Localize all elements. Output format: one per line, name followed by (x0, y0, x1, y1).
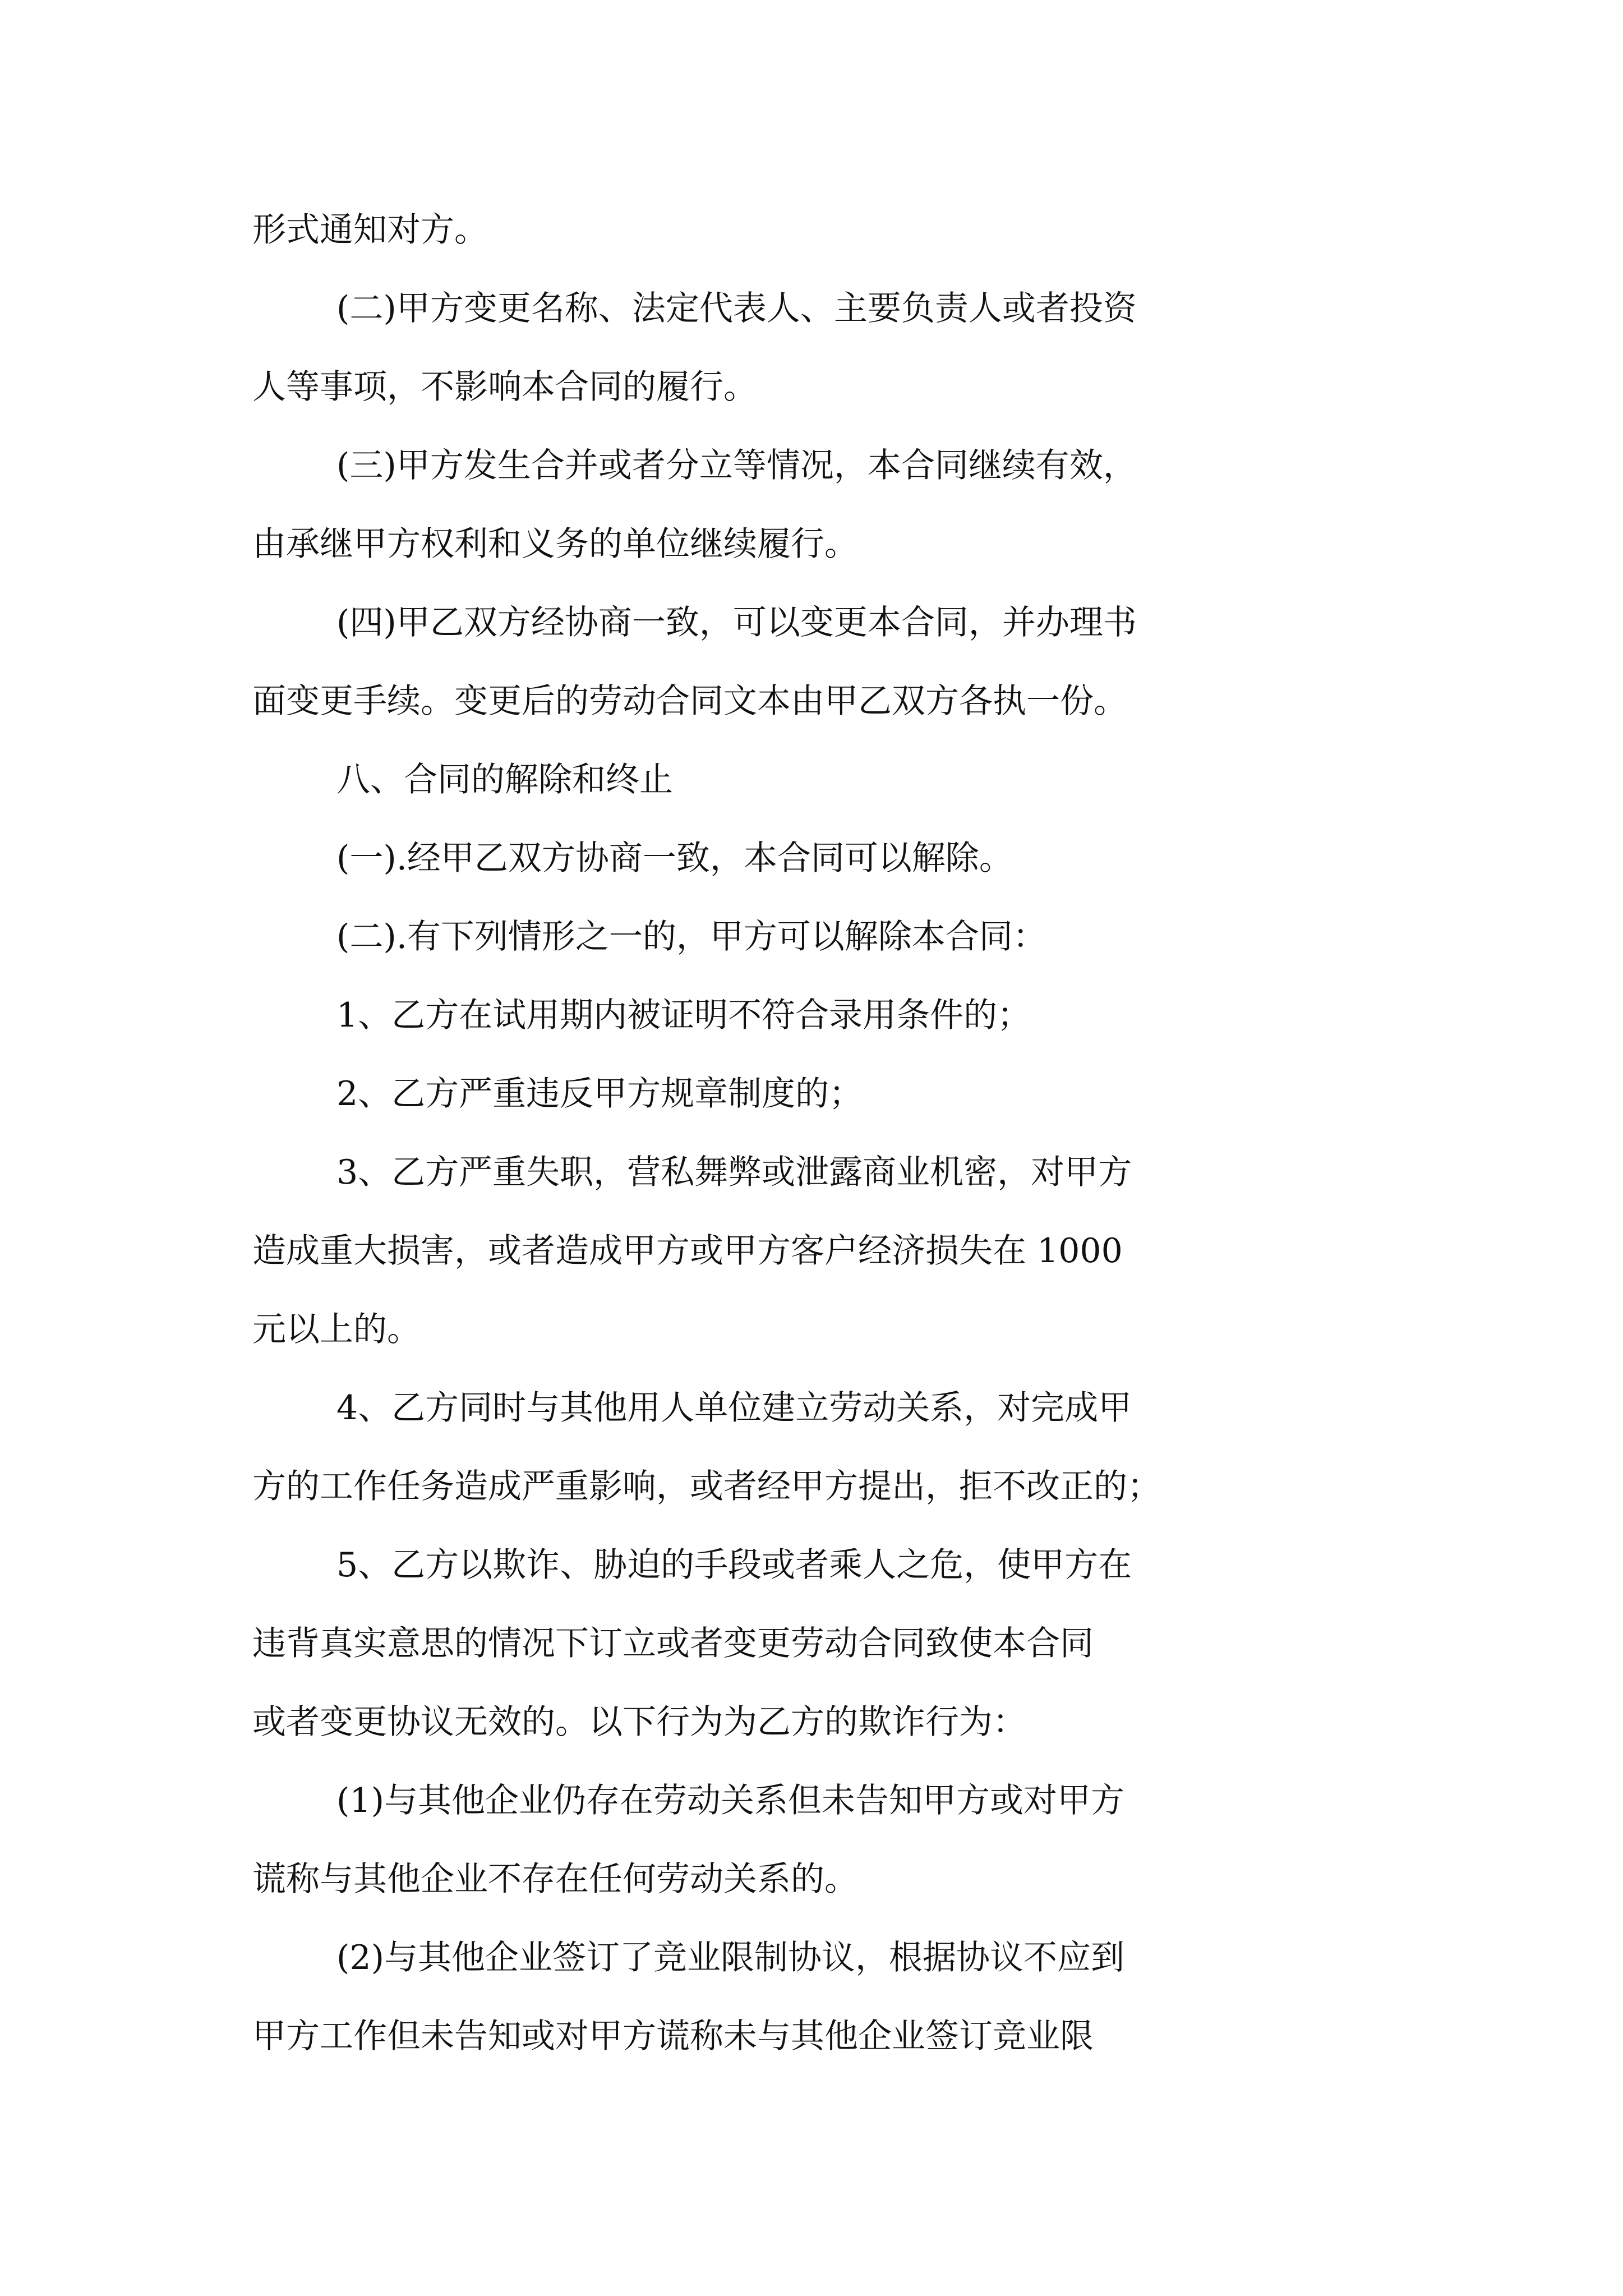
text-line: (三)甲方发生合并或者分立等情况，本合同继续有效， (336, 446, 1137, 485)
text-line: 形式通知对方。 (252, 210, 488, 250)
text-line: 造成重大损害，或者造成甲方或甲方客户经济损失在 1000 (252, 1231, 1123, 1271)
section-heading: 八、合同的解除和终止 (336, 760, 673, 799)
text-line: 或者变更协议无效的。以下行为为乙方的欺诈行为： (252, 1703, 1026, 1742)
list-item: 4、乙方同时与其他用人单位建立劳动关系，对完成甲 (336, 1388, 1132, 1428)
document-body (252, 191, 1374, 2076)
text-line: (一).经甲乙双方协商一致，本合同可以解除。 (336, 839, 1013, 878)
text-line: 面变更手续。变更后的劳动合同文本由甲乙双方各执一份。 (252, 682, 1127, 721)
sub-item: (1)与其他企业仍存在劳动关系但未告知甲方或对甲方 (336, 1781, 1124, 1820)
text-line: 元以上的。 (252, 1310, 421, 1349)
text-line: (二)甲方变更名称、法定代表人、主要负责人或者投资 (336, 289, 1137, 328)
text-line: 违背真实意思的情况下订立或者变更劳动合同致使本合同 (252, 1624, 1094, 1663)
text-line: 谎称与其他企业不存在任何劳动关系的。 (252, 1860, 858, 1899)
text-line: 甲方工作但未告知或对甲方谎称未与其他企业签订竞业限 (252, 2017, 1094, 2056)
text-line: 由承继甲方权利和义务的单位继续履行。 (252, 524, 858, 564)
text-line: (四)甲乙双方经协商一致，可以变更本合同，并办理书 (336, 603, 1137, 642)
text-line: 人等事项，不影响本合同的履行。 (252, 367, 757, 407)
list-item: 1、乙方在试用期内被证明不符合录用条件的； (336, 996, 1031, 1035)
list-item: 2、乙方严重违反甲方规章制度的； (336, 1074, 863, 1114)
list-item: 5、乙方以欺诈、胁迫的手段或者乘人之危，使甲方在 (336, 1545, 1132, 1585)
text-line: (二).有下列情形之一的，甲方可以解除本合同： (336, 917, 1046, 956)
list-item: 3、乙方严重失职，营私舞弊或泄露商业机密，对甲方 (336, 1153, 1132, 1192)
sub-item: (2)与其他企业签订了竞业限制协议，根据协议不应到 (336, 1938, 1124, 1977)
text-line: 方的工作任务造成严重影响，或者经甲方提出，拒不改正的； (252, 1467, 1161, 1506)
